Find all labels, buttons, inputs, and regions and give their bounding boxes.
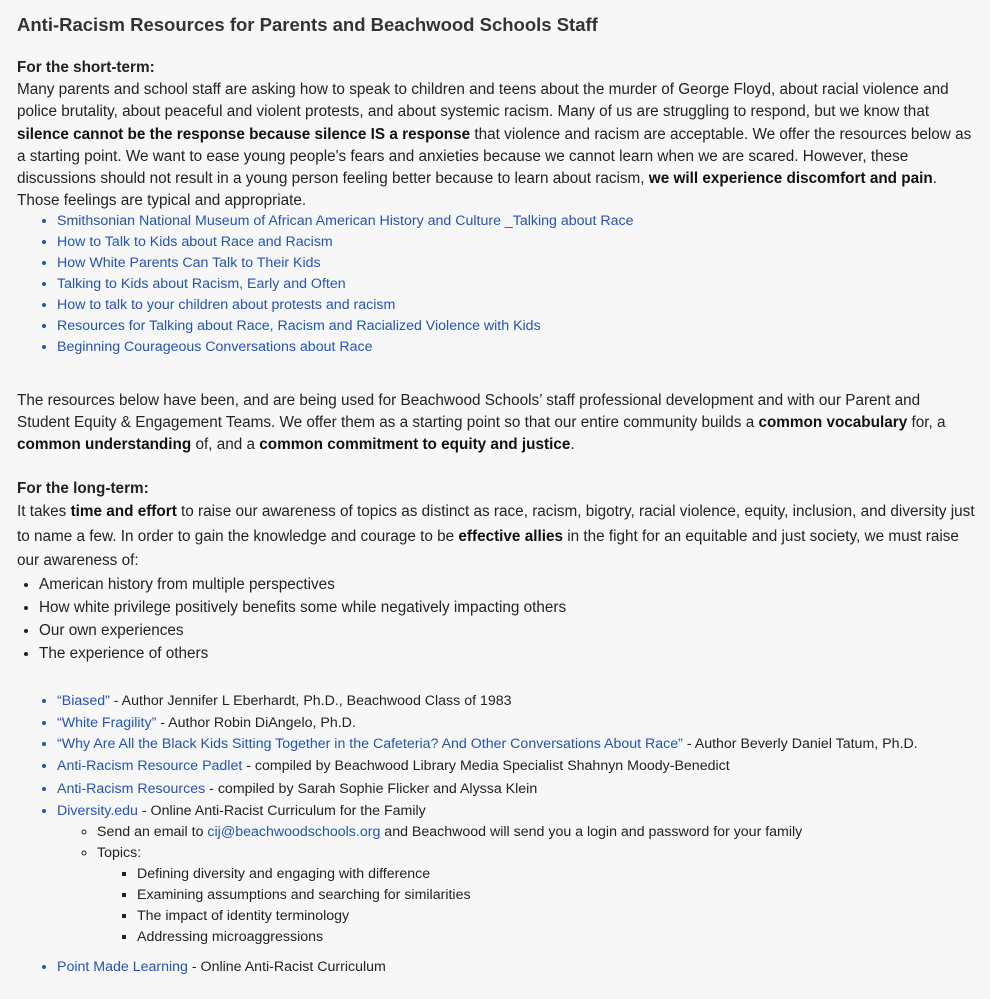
diversity-sublist — [57, 822, 918, 948]
long-term-heading: For the long-term: — [17, 480, 149, 497]
resource-description: - Online Anti-Racist Curriculum for the Family — [137, 802, 426, 819]
resource-link[interactable]: Smithsonian National Museum of African American History and Culture _Talking about Race — [57, 213, 634, 229]
short-term-heading: For the short-term: — [17, 59, 155, 76]
sublist-text: Send an email to — [97, 824, 208, 840]
list-item[interactable] — [57, 337, 633, 358]
list-item — [57, 734, 918, 756]
list-item — [57, 779, 918, 801]
paragraph-text: for, a — [907, 414, 946, 432]
list-item[interactable] — [57, 253, 633, 274]
list-item — [57, 756, 918, 778]
paragraph-bold: time and effort — [70, 503, 177, 520]
list-item[interactable] — [57, 274, 633, 295]
resource-description: - Author Jennifer L Eberhardt, Ph.D., Beachwood Class of 1983 — [109, 693, 512, 709]
resources-list — [17, 691, 918, 979]
topics-list — [97, 864, 918, 948]
paragraph-text: Many parents and school staff are asking how to speak to children and teens about the murder of George Floyd, about racial violence and police brutality, about peaceful and violent protests, and about systemic racism. Many of us are struggling to respond, but we know that — [17, 81, 949, 121]
list-item — [57, 801, 918, 949]
list-item — [97, 843, 918, 948]
padlet-link[interactable]: Anti-Racism Resource Padlet — [57, 757, 243, 774]
email-link[interactable]: cij@beachwoodschools.org — [207, 824, 381, 840]
resource-link[interactable]: How to talk to your children about protests and racism — [57, 297, 396, 313]
paragraph-text: to raise our awareness of topics as distinct as race, racism, bigotry, racial violence, equity, inclusion, and diversity just to name a few. In order to gain the knowledge and courage to be — [17, 503, 975, 545]
list-item: • American history from multiple perspectives — [39, 573, 566, 596]
paragraph-bold: effective allies — [458, 527, 563, 545]
list-item: ▪ Addressing microaggressions — [137, 927, 918, 948]
book-link-biased[interactable]: “Biased” — [57, 693, 110, 709]
paragraph-text: that violence and racism are acceptable. We offer the resources below as a starting point. We want to ease young people's fears and anxieties because we cannot learn when we are scared. However, these discussions should not result in a young person feeling better because to learn about racism, — [17, 125, 972, 188]
resource-description: - compiled by Beachwood Library Media Specialist Shahnyn Moody-Benedict — [242, 757, 730, 774]
short-term-paragraph — [17, 79, 977, 212]
page-title: Anti-Racism Resources for Parents and Beachwood Schools Staff — [17, 14, 598, 35]
list-item[interactable] — [57, 316, 633, 337]
long-term-paragraph — [17, 500, 977, 574]
list-item: ▪ The impact of identity terminology — [137, 906, 918, 927]
paragraph-text: . Those feelings are typical and appropriate. — [17, 170, 937, 210]
list-item — [57, 713, 918, 735]
book-link-white-fragility[interactable]: “White Fragility” — [57, 714, 157, 731]
resource-description: - Author Beverly Daniel Tatum, Ph.D. — [682, 736, 918, 752]
list-item: ▪ Examining assumptions and searching for similarities — [137, 885, 918, 906]
list-item: • How white privilege positively benefits some while negatively impacting others — [39, 596, 566, 619]
resource-link[interactable]: How White Parents Can Talk to Their Kids — [57, 255, 321, 271]
paragraph-bold: silence cannot be the response because silence IS a response — [17, 125, 471, 143]
book-link-cafeteria[interactable]: “Why Are All the Black Kids Sitting Together in the Cafeteria? And Other Conversations About Race” — [57, 736, 683, 752]
paragraph-text: . — [570, 436, 575, 454]
paragraph-bold: common vocabulary — [758, 414, 908, 432]
list-item: • The experience of others — [39, 642, 566, 665]
list-item: ▪ Defining diversity and engaging with difference — [137, 864, 918, 885]
resource-description: - Online Anti-Racist Curriculum — [187, 959, 386, 975]
anti-racism-resources-link[interactable]: Anti-Racism Resources — [57, 781, 206, 797]
list-item[interactable] — [57, 295, 633, 316]
paragraph-bold: common commitment to equity and justice — [259, 436, 571, 454]
awareness-list — [17, 573, 566, 665]
long-term-section — [17, 478, 977, 574]
short-term-links — [17, 211, 633, 358]
topics-label: Topics: — [97, 845, 142, 861]
paragraph-text: The resources below have been, and are being used for Beachwood Schools’ staff professional development and with our Parent and Student Equity & Engagement Teams. We offer them as a starting point so that our entire community builds a — [17, 392, 921, 432]
resource-description: - compiled by Sarah Sophie Flicker and Alyssa Klein — [205, 781, 538, 797]
diversity-edu-link[interactable]: Diversity.edu — [57, 802, 138, 819]
point-made-learning-link[interactable]: Point Made Learning — [57, 959, 188, 975]
list-item[interactable] — [57, 211, 633, 232]
resource-link[interactable]: Resources for Talking about Race, Racism and Racialized Violence with Kids — [57, 318, 541, 334]
resource-description: - Author Robin DiAngelo, Ph.D. — [156, 714, 356, 731]
resource-link[interactable]: How to Talk to Kids about Race and Racism — [57, 234, 333, 250]
list-item: • Our own experiences — [39, 619, 566, 642]
paragraph-text: of, and a — [191, 436, 260, 454]
short-term-section — [17, 57, 977, 212]
paragraph-text: It takes — [17, 503, 71, 520]
paragraph-bold: we will experience discomfort and pain — [648, 170, 933, 188]
list-item — [57, 691, 918, 713]
paragraph-bold: common understanding — [17, 436, 192, 454]
resource-link[interactable]: Beginning Courageous Conversations about Race — [57, 339, 373, 355]
resource-link[interactable]: Talking to Kids about Racism, Early and Often — [57, 276, 346, 292]
list-item — [97, 822, 918, 843]
list-item — [57, 957, 918, 979]
list-item[interactable] — [57, 232, 633, 253]
paragraph-text: in the fight for an equitable and just society, we must raise our awareness of: — [17, 527, 959, 569]
sublist-text: and Beachwood will send you a login and password for your family — [380, 824, 803, 840]
staff-development-paragraph — [17, 390, 977, 457]
